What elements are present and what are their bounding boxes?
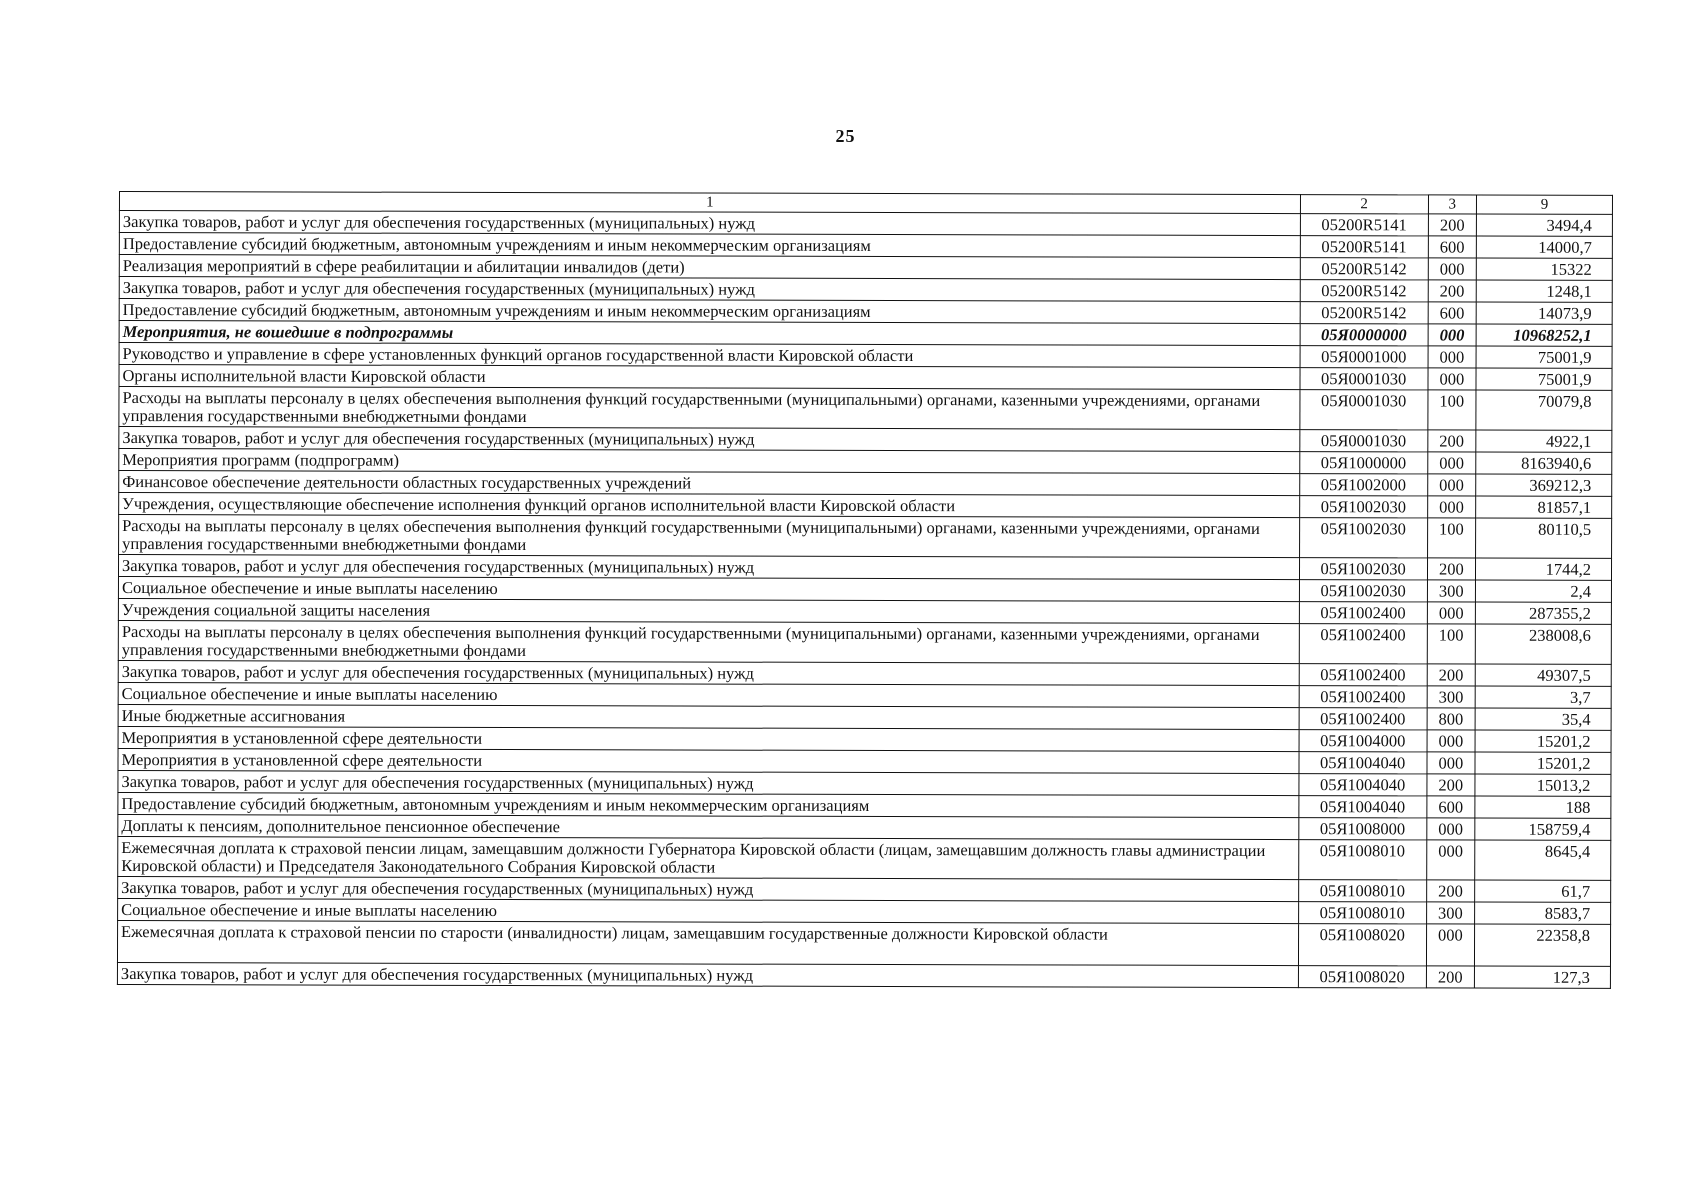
- row-code-cell: 05Я1002030: [1299, 496, 1427, 518]
- row-name-cell: Мероприятия, не вошедшие в подпрограммы: [119, 321, 1300, 346]
- row-sum-cell: 8583,7: [1475, 902, 1611, 924]
- row-sum-cell: 49307,5: [1475, 664, 1611, 686]
- row-sum-cell: 1248,1: [1476, 280, 1612, 302]
- row-vr-cell: 000: [1426, 752, 1475, 774]
- row-vr-cell: 000: [1427, 602, 1476, 624]
- row-vr-cell: 600: [1428, 302, 1477, 324]
- row-code-cell: 05Я1008020: [1298, 924, 1426, 966]
- row-name-cell: Иные бюджетные ассигнования: [118, 704, 1299, 729]
- table-row: [119, 387, 1612, 431]
- row-name-cell: Закупка товаров, работ и услуг для обеспечения государственных (муниципальных) нужд: [117, 962, 1298, 987]
- row-vr-cell: 000: [1427, 474, 1476, 496]
- row-code-cell: 05Я1002000: [1300, 474, 1428, 496]
- row-code-cell: 05Я0001030: [1300, 430, 1428, 452]
- row-name-cell: Предоставление субсидий бюджетным, автономным учреждениям и иным некоммерческим организациям: [119, 299, 1300, 324]
- row-sum-cell: 3494,4: [1477, 214, 1613, 236]
- row-sum-cell: 14000,7: [1476, 236, 1612, 258]
- row-code-cell: 05200R5142: [1300, 258, 1428, 280]
- budget-table: [117, 191, 1613, 989]
- row-sum-cell: 14073,9: [1476, 302, 1612, 324]
- row-sum-cell: 15013,2: [1475, 774, 1611, 796]
- row-code-cell: 05Я0000000: [1300, 324, 1428, 346]
- row-code-cell: 05200R5141: [1300, 214, 1428, 236]
- row-name-cell: Учреждения социальной защиты населения: [118, 598, 1299, 623]
- row-code-cell: 05Я1002030: [1299, 518, 1427, 558]
- row-code-cell: 05Я1002400: [1299, 664, 1427, 686]
- row-vr-cell: 000: [1427, 496, 1476, 518]
- row-vr-cell: 300: [1427, 580, 1476, 602]
- row-name-cell: Ежемесячная доплата к страховой пенсии лицам, замещавшим должности Губернатора Кировской области (лицам, замещавшим должность главы администрации Кировской области) и Председателя Законодательного Собрания Кировской области: [118, 836, 1299, 879]
- row-vr-cell: 200: [1427, 430, 1476, 452]
- row-sum-cell: 81857,1: [1476, 496, 1612, 518]
- row-vr-cell: 000: [1426, 840, 1475, 880]
- row-sum-cell: 15322: [1476, 258, 1612, 280]
- row-name-cell: Закупка товаров, работ и услуг для обеспечения государственных (муниципальных) нужд: [118, 770, 1299, 795]
- row-name-cell: Мероприятия в установленной сфере деятельности: [118, 748, 1299, 773]
- row-sum-cell: 70079,8: [1476, 390, 1612, 430]
- row-sum-cell: 2,4: [1476, 580, 1612, 602]
- row-sum-cell: 158759,4: [1475, 818, 1611, 840]
- row-name-cell: Реализация мероприятий в сфере реабилитации и абилитации инвалидов (дети): [119, 255, 1300, 280]
- row-code-cell: 05Я1002400: [1299, 708, 1427, 730]
- row-code-cell: 05Я0001000: [1300, 346, 1428, 368]
- table-body: [117, 192, 1612, 989]
- row-name-cell: Расходы на выплаты персоналу в целях обеспечения выполнения функций государственными (муниципальными) органами, казенными учреждениями, органами управления государственными внебюджетными фондами: [119, 515, 1300, 558]
- row-code-cell: 05Я1004040: [1299, 774, 1427, 796]
- header-cell-code: 2: [1300, 195, 1428, 214]
- table-row: [119, 515, 1612, 559]
- row-vr-cell: 000: [1427, 730, 1476, 752]
- row-name-cell: Доплаты к пенсиям, дополнительное пенсионное обеспечение: [118, 814, 1299, 839]
- row-name-cell: Органы исполнительной власти Кировской области: [119, 365, 1300, 390]
- row-vr-cell: 200: [1427, 558, 1476, 580]
- row-vr-cell: 100: [1427, 390, 1476, 430]
- row-code-cell: 05Я0001030: [1300, 368, 1428, 390]
- row-sum-cell: 188: [1475, 796, 1611, 818]
- row-sum-cell: 127,3: [1475, 966, 1611, 988]
- row-name-cell: Социальное обеспечение и иные выплаты населению: [118, 682, 1299, 707]
- row-name-cell: Финансовое обеспечение деятельности областных государственных учреждений: [119, 471, 1300, 496]
- table-row: [118, 836, 1611, 880]
- row-sum-cell: 287355,2: [1476, 602, 1612, 624]
- row-sum-cell: 238008,6: [1475, 624, 1611, 664]
- row-code-cell: 05Я1008020: [1298, 966, 1426, 988]
- row-name-cell: Социальное обеспечение и иные выплаты населению: [118, 577, 1299, 602]
- row-vr-cell: 200: [1426, 880, 1475, 902]
- row-sum-cell: 369212,3: [1476, 474, 1612, 496]
- row-sum-cell: 3,7: [1475, 686, 1611, 708]
- row-name-cell: Руководство и управление в сфере установленных функций органов государственной власти Кировской области: [119, 343, 1300, 368]
- row-sum-cell: 80110,5: [1476, 518, 1612, 558]
- row-vr-cell: 200: [1426, 966, 1475, 988]
- row-sum-cell: 1744,2: [1476, 558, 1612, 580]
- row-code-cell: 05Я1002030: [1299, 558, 1427, 580]
- row-vr-cell: 000: [1427, 452, 1476, 474]
- row-vr-cell: 200: [1427, 664, 1476, 686]
- row-name-cell: Закупка товаров, работ и услуг для обеспечения государственных (муниципальных) нужд: [119, 427, 1300, 452]
- row-code-cell: 05200R5141: [1300, 236, 1428, 258]
- row-vr-cell: 600: [1426, 796, 1475, 818]
- row-vr-cell: 000: [1428, 324, 1477, 346]
- row-code-cell: 05Я0001030: [1300, 390, 1428, 430]
- row-name-cell: Закупка товаров, работ и услуг для обеспечения государственных (муниципальных) нужд: [119, 211, 1300, 236]
- header-cell-vr: 3: [1428, 195, 1477, 214]
- row-name-cell: Учреждения, осуществляющие обеспечение исполнения функций органов исполнительной власти Кировской области: [119, 493, 1300, 518]
- row-sum-cell: 15201,2: [1475, 730, 1611, 752]
- row-code-cell: 05Я1004040: [1299, 752, 1427, 774]
- row-sum-cell: 75001,9: [1476, 368, 1612, 390]
- row-name-cell: Закупка товаров, работ и услуг для обеспечения государственных (муниципальных) нужд: [119, 277, 1300, 302]
- row-vr-cell: 000: [1427, 368, 1476, 390]
- row-code-cell: 05Я1008010: [1298, 902, 1426, 924]
- row-code-cell: 05Я1002030: [1299, 580, 1427, 602]
- header-cell-sum: 9: [1477, 195, 1613, 214]
- table-row: [117, 962, 1610, 988]
- row-sum-cell: 10968252,1: [1476, 324, 1612, 346]
- row-vr-cell: 000: [1426, 818, 1475, 840]
- row-code-cell: 05Я1002400: [1299, 602, 1427, 624]
- row-vr-cell: 000: [1428, 346, 1477, 368]
- row-name-cell: Расходы на выплаты персоналу в целях обеспечения выполнения функций государственными (муниципальными) органами, казенными учреждениями, органами управления государственными внебюджетными фондами: [118, 620, 1299, 663]
- row-code-cell: 05Я1008010: [1298, 880, 1426, 902]
- row-sum-cell: 35,4: [1475, 708, 1611, 730]
- row-sum-cell: 15201,2: [1475, 752, 1611, 774]
- row-code-cell: 05Я1002400: [1299, 624, 1427, 664]
- row-name-cell: Мероприятия в установленной сфере деятельности: [118, 726, 1299, 751]
- row-vr-cell: 100: [1427, 624, 1476, 664]
- row-name-cell: Расходы на выплаты персоналу в целях обеспечения выполнения функций государственными (муниципальными) органами, казенными учреждениями, органами управления государственными внебюджетными фондами: [119, 387, 1300, 430]
- row-vr-cell: 200: [1428, 280, 1477, 302]
- row-sum-cell: 8645,4: [1475, 840, 1611, 880]
- row-name-cell: Закупка товаров, работ и услуг для обеспечения государственных (муниципальных) нужд: [118, 660, 1299, 685]
- row-sum-cell: 22358,8: [1475, 924, 1611, 966]
- row-sum-cell: 61,7: [1475, 880, 1611, 902]
- row-vr-cell: 200: [1428, 214, 1477, 236]
- table-row: [117, 920, 1610, 966]
- row-code-cell: 05Я1002400: [1299, 686, 1427, 708]
- row-vr-cell: 600: [1428, 236, 1477, 258]
- row-code-cell: 05Я1008010: [1299, 840, 1427, 880]
- row-vr-cell: 000: [1426, 924, 1475, 966]
- row-code-cell: 05Я1004040: [1299, 796, 1427, 818]
- row-name-cell: Предоставление субсидий бюджетным, автономным учреждениям и иным некоммерческим организациям: [119, 233, 1300, 258]
- row-name-cell: Социальное обеспечение и иные выплаты населению: [118, 898, 1299, 923]
- row-vr-cell: 200: [1426, 774, 1475, 796]
- row-code-cell: 05200R5142: [1300, 302, 1428, 324]
- row-code-cell: 05200R5142: [1300, 280, 1428, 302]
- row-name-cell: Закупка товаров, работ и услуг для обеспечения государственных (муниципальных) нужд: [118, 555, 1299, 580]
- row-vr-cell: 300: [1426, 902, 1475, 924]
- row-code-cell: 05Я1004000: [1299, 730, 1427, 752]
- row-code-cell: 05Я1000000: [1300, 452, 1428, 474]
- row-name-cell: Ежемесячная доплата к страховой пенсии по старости (инвалидности) лицам, замещавшим государственные должности Кировской области: [117, 920, 1298, 965]
- row-vr-cell: 100: [1427, 518, 1476, 558]
- row-sum-cell: 8163940,6: [1476, 452, 1612, 474]
- row-vr-cell: 300: [1427, 686, 1476, 708]
- row-sum-cell: 4922,1: [1476, 430, 1612, 452]
- row-name-cell: Закупка товаров, работ и услуг для обеспечения государственных (муниципальных) нужд: [118, 876, 1299, 901]
- header-cell-name: 1: [119, 192, 1300, 214]
- row-name-cell: Мероприятия программ (подпрограмм): [119, 449, 1300, 474]
- row-name-cell: Предоставление субсидий бюджетным, автономным учреждениям и иным некоммерческим организациям: [118, 792, 1299, 817]
- table-row: [118, 620, 1611, 664]
- row-vr-cell: 000: [1428, 258, 1477, 280]
- row-vr-cell: 800: [1427, 708, 1476, 730]
- row-code-cell: 05Я1008000: [1299, 818, 1427, 840]
- page-number: 25: [835, 126, 856, 146]
- row-sum-cell: 75001,9: [1476, 346, 1612, 368]
